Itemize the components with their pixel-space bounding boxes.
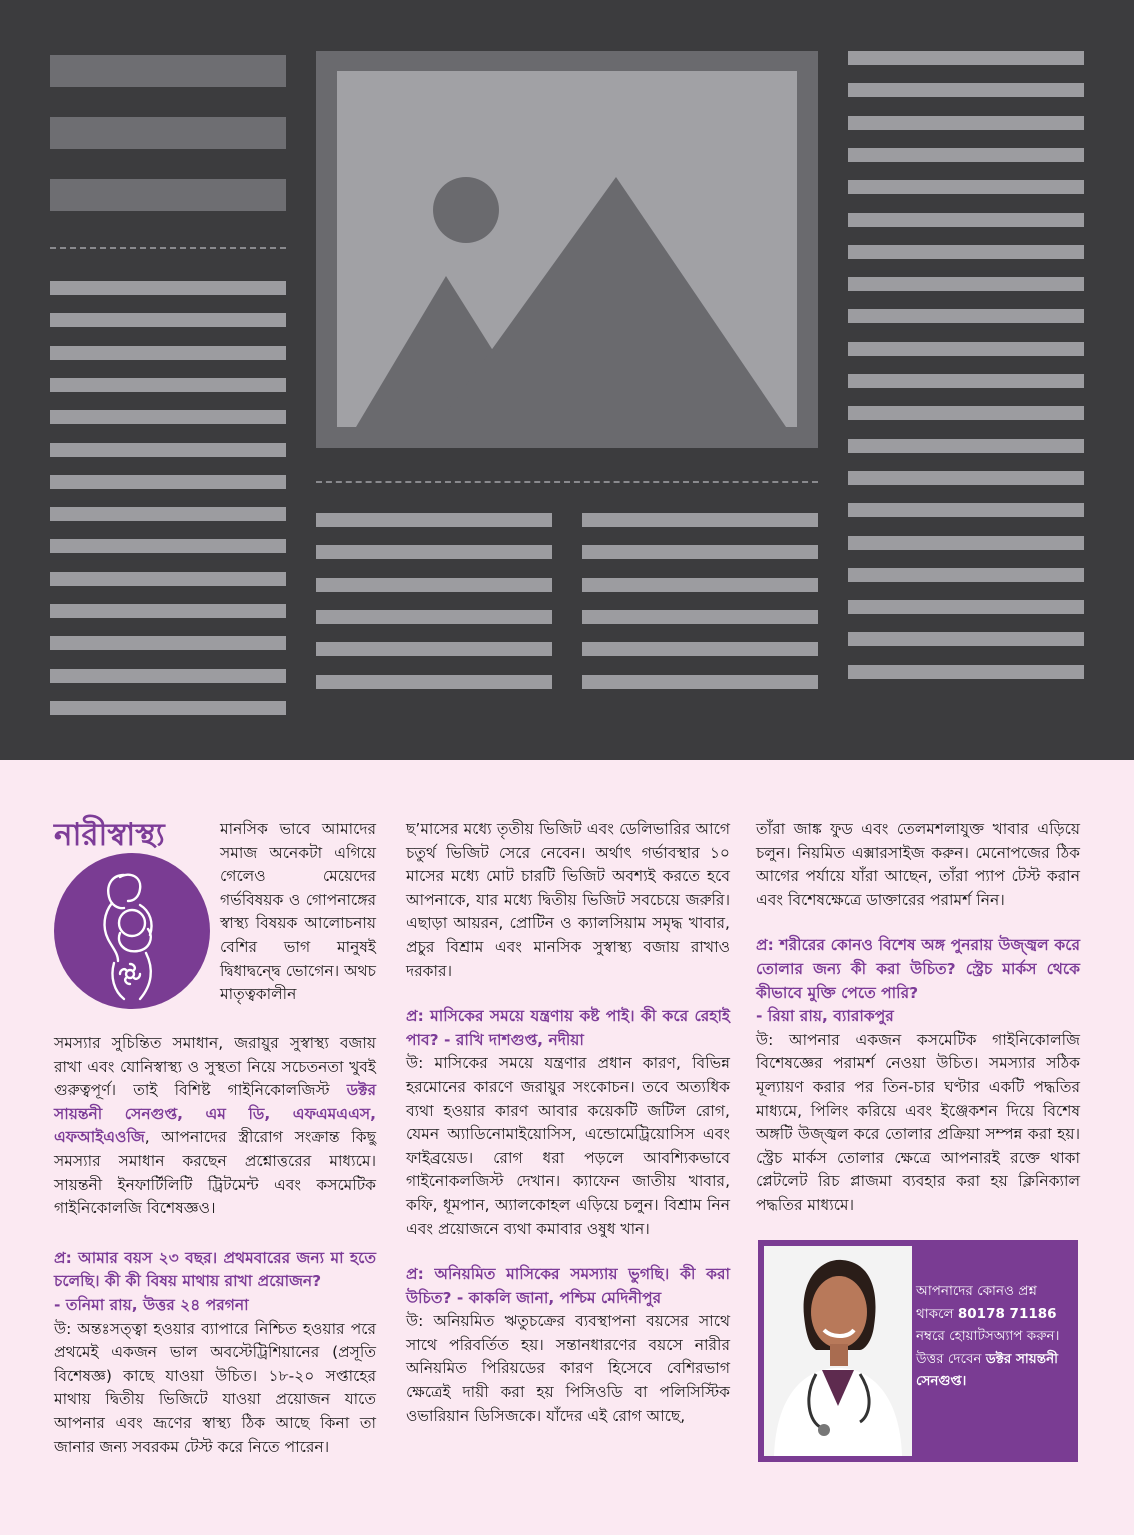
placeholder-line bbox=[316, 642, 552, 656]
mother-child-illustration bbox=[54, 853, 210, 1009]
question-4-asker: - রিয়া রায়, ব্যারাকপুর bbox=[756, 1007, 894, 1026]
placeholder-line bbox=[582, 642, 818, 656]
placeholder-line bbox=[50, 313, 286, 327]
answer-1-part2: ছ’মাসের মধ্যে তৃতীয় ভিজিট এবং ডেলিভারির আগে চতুর্থ ভিজিট সেরে নেবেন। অর্থাৎ গর্ভাবস্থার ১০ মাসের মধ্যে মোট চারটি ভিজিট অবশ্যই করতে হবে আপনাকে, যার মধ্যে দ্বিতীয় ভিজিট সবচেয়ে জরুরি। এছাড়া আয়রন, প্রোটিন ও ক্যালসিয়াম সমৃদ্ধ খাবার, প্রচুর বিশ্রাম এবং মানসিক সুস্বাস্থ্য বজায় রাখাও দরকার। bbox=[406, 820, 730, 980]
answer-3-part1: উ: অনিয়মিত ঋতুচক্রের ব্যবস্থাপনা বয়সের সাথে সাথে পরিবর্তিত হয়। সন্তানধারণের বয়সে নারীর অনিয়মিত পিরিয়ডের কারণ হিসেবে বেশিরভাগ ক্ষেত্রেই দায়ী করা হয় পিসিওডি বা পলিসিস্টিক ওভারিয়ান ডিসিজকে। যাঁদের এই রোগ আছে, bbox=[406, 1312, 730, 1425]
placeholder-line bbox=[582, 675, 818, 689]
intro-tail-text: , আপনাদের স্ত্রীরোগ সংক্রান্ত কিছু সমস্যার সমাধান করছেন প্রশ্নোত্তরের মাধ্যমে। সায়ন্তনী ইনফার্টিলিটি ট্রিটমেন্ট এবং কসমেটিক গাইনিকোলজি বিশেষজ্ঞও। bbox=[54, 1128, 376, 1218]
placeholder-line bbox=[316, 675, 552, 689]
answer-3-part2: তাঁরা জাঙ্ক ফুড এবং তেলমশলাযুক্ত খাবার এড়িয়ে চলুন। নিয়মিত এক্সারসাইজ করুন। মেনোপজের ঠিক আগের পর্যায়ে যাঁরা আছেন, তাঁরা প্যাপ টেস্ট করান এবং বিশেষক্ষেত্রে ডাক্তারের পরামর্শ নিন। bbox=[756, 820, 1080, 909]
promo-text bbox=[916, 1280, 1072, 1393]
placeholder-line bbox=[848, 213, 1084, 227]
placeholder-line bbox=[848, 374, 1084, 388]
placeholder-line bbox=[848, 503, 1084, 517]
column-2 bbox=[406, 818, 730, 1428]
placeholder-line bbox=[848, 83, 1084, 97]
placeholder-line bbox=[50, 539, 286, 553]
answer-2: উ: মাসিকের সময়ে যন্ত্রণার প্রধান কারণ, বিভিন্ন হরমোনের কারণে জরায়ুর সংকোচন। তবে অত্যধিক ব্যথা হওয়ার কারণ আবার কয়েকটি জটিল রোগ, যেমন অ্যাডিনোমাইয়োসিস, এন্ডোমেট্রিয়োসিস এবং ফাইব্রয়েড। রোগ ধরা পড়লে আবশ্যিকভাবে গাইনোকলজিস্ট দেখান। ক্যাফেন জাতীয় খাবার, কফি, ধূমপান, অ্যালকোহল এড়িয়ে চলুন। বিশ্রাম নিন এবং প্রয়োজনে ব্যথা কমাবার ওষুধ খান। bbox=[406, 1054, 730, 1238]
placeholder-line bbox=[50, 701, 286, 715]
placeholder-line bbox=[50, 669, 286, 683]
placeholder-line bbox=[848, 180, 1084, 194]
promo-phone: 80178 71186 bbox=[957, 1305, 1057, 1322]
answer-4: উ: আপনার একজন কসমেটিক গাইনিকোলজি বিশেষজ্ঞের পরামর্শ নেওয়া উচিত। সমস্যার সঠিক মূল্যায়ণ করার পর তিন-চার ঘণ্টার একটি পদ্ধতির মাধ্যমে, পিলিং করিয়ে এবং ইঞ্জেকশন দিয়ে বিশেষ অঙ্গটি উজ্জ্বল করে তোলার প্রক্রিয়া সম্পন্ন করা হয়। স্ট্রেচ মার্কস তোলার ক্ষেত্রে আপনারই রক্তে থাকা প্লেটলেট রিচ প্লাজমা ব্যবহার করা হয় ক্লিনিক্যাল পদ্ধতির মাধ্যমে। bbox=[756, 1030, 1080, 1214]
placeholder-line bbox=[316, 578, 552, 592]
placeholder-line bbox=[50, 636, 286, 650]
placeholder-line bbox=[848, 632, 1084, 646]
answer-1-part1: উ: অন্তঃসত্ত্বা হওয়ার ব্যাপারে নিশ্চিত হওয়ার পরে প্রথমেই একজন ভাল অবস্টেট্রিশিয়ানের (প্রসূতি বিশেষজ্ঞ) কাছে যাওয়া উচিত। ১৮-২০ সপ্তাহের মাথায় দ্বিতীয় ভিজিটে যাওয়া প্রয়োজন যাতে আপনার এবং ভ্রূণের স্বাস্থ্য ঠিক আছে কিনা তা জানার জন্য সবরকম টেস্ট করে নিতে পারেন। bbox=[54, 1319, 376, 1456]
column-1 bbox=[54, 1032, 376, 1459]
promo-line-3: উত্তর দেবেন bbox=[916, 1350, 982, 1367]
promo-line-1: আপনাদের কোনও প্রশ্ন থাকলে bbox=[916, 1283, 1037, 1322]
placeholder-line bbox=[848, 277, 1084, 291]
placeholder-line bbox=[848, 342, 1084, 356]
image-placeholder bbox=[316, 51, 818, 448]
placeholder-line bbox=[316, 610, 552, 624]
intro-narrow-text: মানসিক ভাবে আমাদের সমাজ অনেকটা এগিয়ে গেলেও মেয়েদের গর্ভবিষয়ক ও গোপনাঙ্গের স্বাস্থ্য বিষয়ক আলোচনায় বেশির ভাগ মানুষই দ্বিধাদ্বন্দ্বে ভোগেন। অথচ মাতৃত্বকালীন bbox=[220, 820, 376, 1004]
placeholder-line bbox=[50, 507, 286, 521]
doctor-photo bbox=[764, 1246, 912, 1456]
placeholder-line bbox=[50, 378, 286, 392]
placeholder-line bbox=[50, 475, 286, 489]
section-title: নারীস্বাস্থ্য bbox=[54, 817, 165, 853]
placeholder-line bbox=[50, 443, 286, 457]
placeholder-line bbox=[316, 545, 552, 559]
placeholder-line bbox=[50, 410, 286, 424]
contact-promo-box bbox=[758, 1240, 1078, 1462]
placeholder-line bbox=[582, 610, 818, 624]
placeholder-heading-block bbox=[50, 55, 286, 87]
mother-baby-icon bbox=[54, 853, 210, 1009]
placeholder-line bbox=[848, 600, 1084, 614]
placeholder-line bbox=[848, 309, 1084, 323]
placeholder-line bbox=[848, 245, 1084, 259]
placeholder-line bbox=[50, 572, 286, 586]
placeholder-line bbox=[848, 665, 1084, 679]
promo-line-2: নম্বরে হোয়াটসঅ্যাপ করুন। bbox=[916, 1328, 1060, 1344]
question-2: প্র: মাসিকের সময়ে যন্ত্রণায় কষ্ট পাই। কী করে রেহাই পাব? - রাখি দাশগুপ্ত, নদীয়া bbox=[406, 1007, 730, 1049]
placeholder-heading-block bbox=[50, 179, 286, 211]
promo-doctor: ডক্টর সায়ন্তনী সেনগুপ্ত। bbox=[916, 1350, 1058, 1389]
question-4: প্র: শরীরের কোনও বিশেষ অঙ্গ পুনরায় উজ্জ্বল করে তোলার জন্য কী করা উচিত? স্ট্রেচ মার্কস থেকে কীভাবে মুক্তি পেতে পারি? bbox=[756, 936, 1080, 1002]
placeholder-line bbox=[50, 346, 286, 360]
placeholder-line bbox=[50, 604, 286, 618]
question-3: প্র: অনিয়মিত মাসিকের সমস্যায় ভুগছি। কী করা উচিত? - কাকলি জানা, পশ্চিম মেদিনীপুর bbox=[406, 1265, 730, 1307]
placeholder-divider bbox=[316, 481, 818, 483]
placeholder-line bbox=[848, 51, 1084, 65]
question-1: প্র: আমার বয়স ২৩ বছর। প্রথমবারের জন্য মা হতে চলেছি। কী কী বিষয় মাথায় রাখা প্রয়োজন? bbox=[54, 1248, 376, 1291]
placeholder-line bbox=[316, 513, 552, 527]
placeholder-line bbox=[848, 406, 1084, 420]
question-1-asker: - তনিমা রায়, উত্তর ২৪ পরগনা bbox=[54, 1295, 249, 1314]
placeholder-line bbox=[848, 116, 1084, 130]
sun-icon bbox=[433, 177, 499, 243]
placeholder-heading-block bbox=[50, 117, 286, 149]
placeholder-line bbox=[582, 578, 818, 592]
intro-text bbox=[54, 1032, 376, 1221]
intro-wide-text: সমস্যার সুচিন্তিত সমাধান, জরায়ুর সুস্বাস্থ্য বজায় রাখা এবং যোনিস্বাস্থ্য ও সুস্থতা নিয়ে সচেতনতা খুবই গুরুত্বপূর্ণ। তাই বিশিষ্ট গাইনিকোলজিস্ট bbox=[54, 1034, 376, 1100]
placeholder-line bbox=[848, 568, 1084, 582]
placeholder-line bbox=[848, 536, 1084, 550]
doctor-credit: ডক্টর সায়ন্তনী সেনগুপ্ত, এম ডি, এফএমএএস, এফআইএওজি bbox=[54, 1081, 376, 1147]
placeholder-line bbox=[582, 545, 818, 559]
intro-narrow-column bbox=[220, 818, 376, 1007]
placeholder-line bbox=[582, 513, 818, 527]
placeholder-divider bbox=[50, 247, 286, 249]
column-3 bbox=[756, 818, 1080, 1218]
image-placeholder-icon bbox=[316, 51, 818, 448]
placeholder-line bbox=[50, 281, 286, 295]
layout-placeholder-area bbox=[0, 0, 1134, 760]
placeholder-line bbox=[848, 148, 1084, 162]
doctor-portrait-icon bbox=[764, 1246, 912, 1456]
placeholder-line bbox=[848, 471, 1084, 485]
placeholder-line bbox=[848, 439, 1084, 453]
